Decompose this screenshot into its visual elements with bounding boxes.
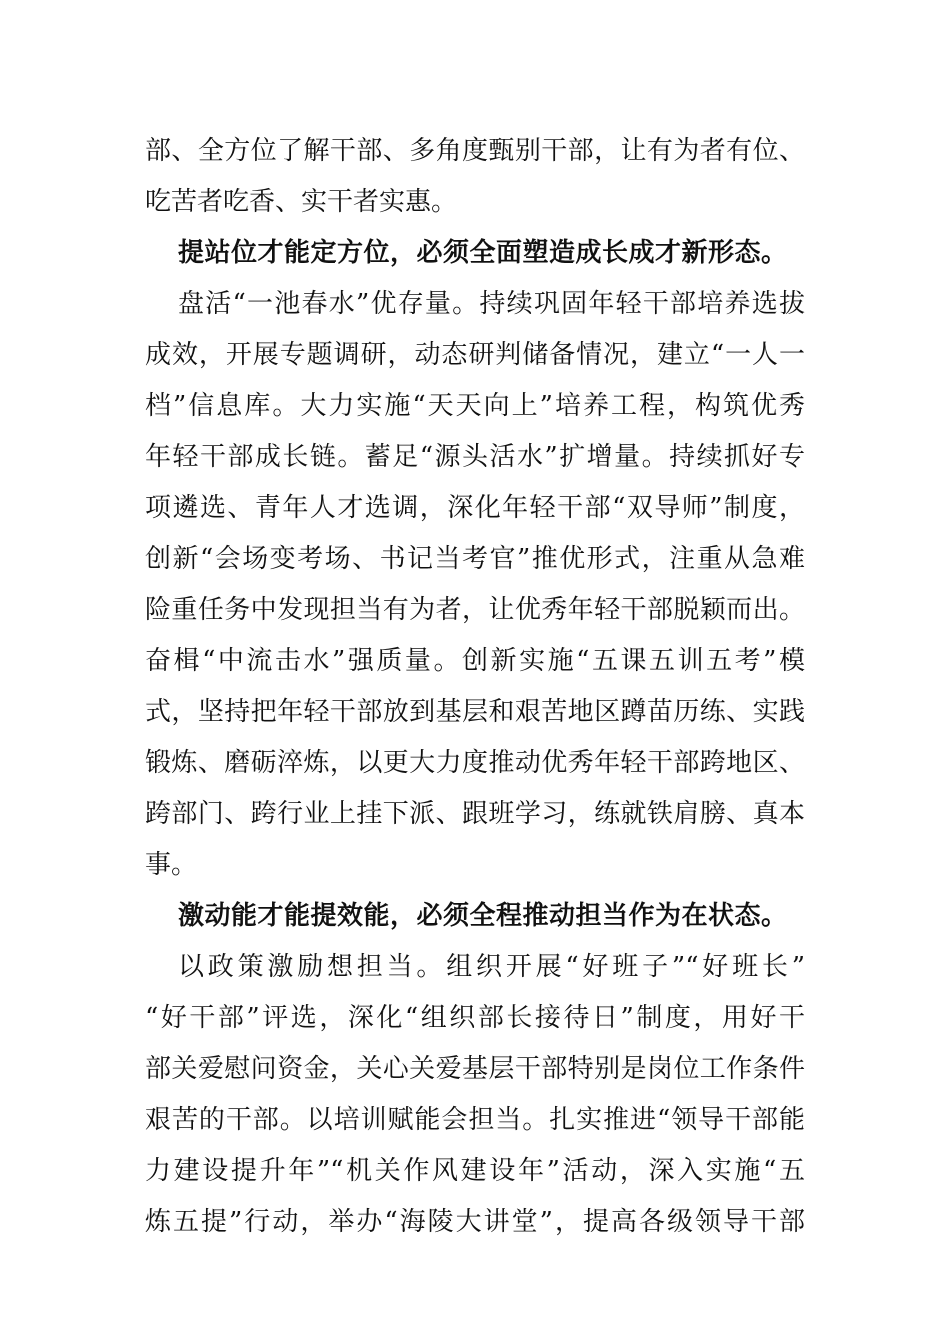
section-heading: 激动能才能提效能，必须全程推动担当作为在状态。 <box>178 901 788 931</box>
text-line: 艰苦的干部。以培训赋能会担当。扎实推进“领导干部能 <box>145 1105 805 1135</box>
text-line: 事。 <box>145 850 198 880</box>
text-line: 锻炼、磨砺淬炼，以更大力度推动优秀年轻干部跨地区、 <box>145 748 805 778</box>
text-line: 险重任务中发现担当有为者，让优秀年轻干部脱颖而出。 <box>145 595 805 625</box>
section-heading: 提站位才能定方位，必须全面塑造成长成才新形态。 <box>178 238 788 268</box>
text-line: 成效，开展专题调研，动态研判储备情况，建立“一人一 <box>145 340 805 370</box>
text-line: 跨部门、跨行业上挂下派、跟班学习，练就铁肩膀、真本 <box>145 799 805 829</box>
text-line: 吃苦者吃香、实干者实惠。 <box>145 187 458 217</box>
text-line: 部关爱慰问资金，关心关爱基层干部特别是岗位工作条件 <box>145 1054 805 1084</box>
text-line: 创新“会场变考场、书记当考官”推优形式，注重从急难 <box>145 544 805 574</box>
text-line: 部、全方位了解干部、多角度甄别干部，让有为者有位、 <box>145 136 805 166</box>
text-line: 式，坚持把年轻干部放到基层和艰苦地区蹲苗历练、实践 <box>145 697 805 727</box>
text-line: 年轻干部成长链。蓄足“源头活水”扩增量。持续抓好专 <box>145 442 805 472</box>
text-line: 炼五提”行动，举办“海陵大讲堂”，提高各级领导干部 <box>145 1207 805 1237</box>
text-line: 力建设提升年”“机关作风建设年”活动，深入实施“五 <box>145 1156 805 1186</box>
paragraph-first-line: 以政策激励想担当。组织开展“好班子”“好班长” <box>178 952 805 982</box>
text-line: 档”信息库。大力实施“天天向上”培养工程，构筑优秀 <box>145 391 805 421</box>
text-line: 项遴选、青年人才选调，深化年轻干部“双导师”制度， <box>145 493 805 523</box>
text-line: 奋楫“中流击水”强质量。创新实施“五课五训五考”模 <box>145 646 805 676</box>
text-line: “好干部”评选，深化“组织部长接待日”制度，用好干 <box>145 1003 805 1033</box>
paragraph-first-line: 盘活“一池春水”优存量。持续巩固年轻干部培养选拔 <box>178 289 805 319</box>
